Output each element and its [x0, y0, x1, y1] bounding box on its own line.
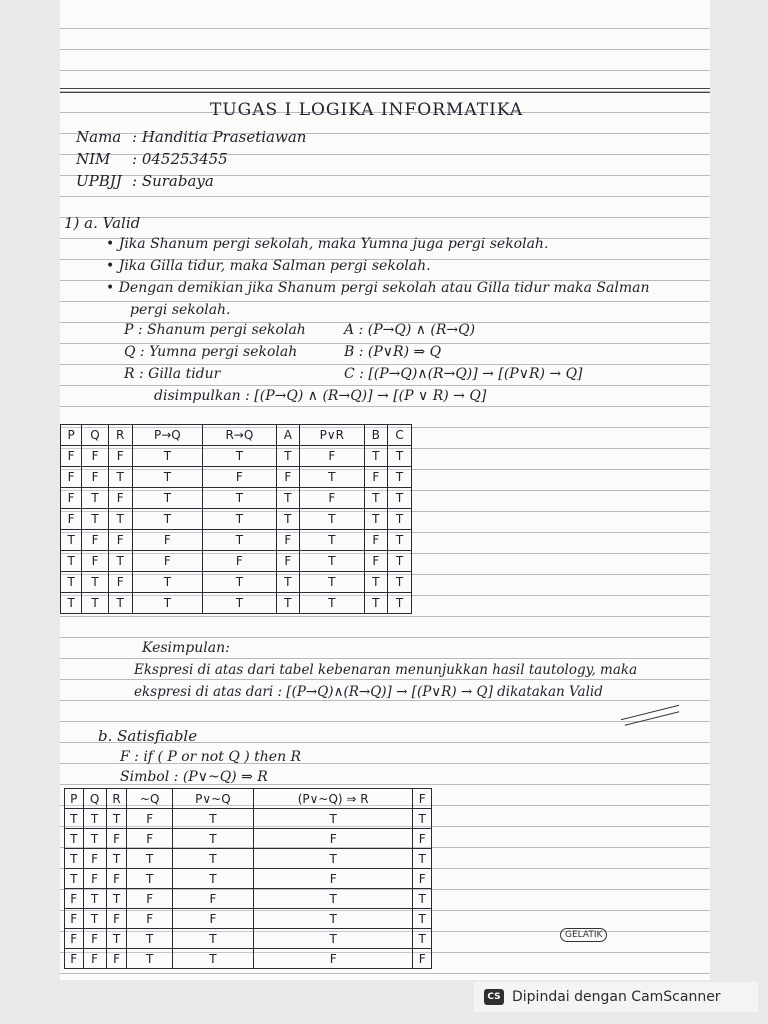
table-cell: T — [132, 488, 203, 509]
camscanner-logo-icon: CS — [484, 989, 504, 1005]
camscanner-watermark — [474, 982, 758, 1012]
table-cell: T — [388, 572, 412, 593]
nim-label: NIM — [76, 150, 111, 168]
table-cell: F — [82, 446, 109, 467]
table-cell: T — [83, 809, 106, 829]
table-cell: F — [300, 488, 365, 509]
table-cell: F — [106, 829, 127, 849]
table-cell: T — [132, 446, 203, 467]
table-cell: T — [106, 889, 127, 909]
table-cell: F — [82, 551, 109, 572]
definition-q: Q : Yumna pergi sekolah — [124, 344, 298, 360]
table-cell: F — [61, 446, 82, 467]
table-cell: T — [108, 509, 132, 530]
table-cell: F — [61, 467, 82, 488]
table-row — [61, 467, 412, 488]
table-cell: F — [276, 530, 299, 551]
table-cell: T — [106, 929, 127, 949]
definition-p: P : Shanum pergi sekolah — [124, 322, 306, 338]
table-cell: T — [203, 509, 276, 530]
expression-b: B : (P∨R) ⇒ Q — [344, 344, 442, 360]
column-header: Q — [83, 789, 106, 809]
camscanner-text: Dipindai dengan CamScanner — [512, 989, 721, 1005]
table-cell: T — [364, 446, 387, 467]
table-row — [65, 869, 432, 889]
column-header: B — [364, 425, 387, 446]
table-cell: T — [65, 829, 84, 849]
table-cell: T — [61, 593, 82, 614]
table-cell: F — [253, 869, 413, 889]
table-cell: T — [253, 849, 413, 869]
premise-3: • Dengan demikian jika Shanum pergi sekolah atau Gilla tidur maka Salman — [106, 280, 650, 296]
premise-2: • Jika Gilla tidur, maka Salman pergi sekolah. — [106, 258, 431, 274]
table-cell: F — [127, 809, 172, 829]
table-cell: T — [172, 869, 253, 889]
table-cell: T — [413, 809, 432, 829]
table-cell: T — [413, 909, 432, 929]
table-cell: T — [253, 909, 413, 929]
column-header: P — [61, 425, 82, 446]
table-cell: T — [65, 869, 84, 889]
table-cell: T — [413, 929, 432, 949]
column-header: P — [65, 789, 84, 809]
table-row — [65, 949, 432, 969]
truth-table-valid — [60, 424, 412, 614]
column-header: P∨R — [300, 425, 365, 446]
nama-label: Nama — [76, 128, 122, 146]
table-cell: T — [253, 889, 413, 909]
kesimpulan-text-2: ekspresi di atas dari : [(P→Q)∧(R→Q)] → [(P∨R) → Q] dikatakan Valid — [134, 684, 603, 700]
nama-value: : Handitia Prasetiawan — [132, 128, 307, 146]
premise-1: • Jika Shanum pergi sekolah, maka Yumna juga pergi sekolah. — [106, 236, 549, 252]
table-cell: F — [108, 488, 132, 509]
table-cell: T — [388, 467, 412, 488]
column-header: R — [108, 425, 132, 446]
upbjj-value: : Surabaya — [132, 172, 214, 190]
table-cell: F — [108, 530, 132, 551]
table-cell: T — [132, 467, 203, 488]
table-cell: F — [106, 909, 127, 929]
table-cell: T — [276, 446, 299, 467]
table-row — [65, 849, 432, 869]
table-cell: T — [300, 572, 365, 593]
table-cell: T — [276, 572, 299, 593]
table-cell: T — [127, 949, 172, 969]
table-cell: T — [106, 849, 127, 869]
part-b-heading: b. Satisfiable — [98, 727, 198, 745]
table-cell: T — [65, 809, 84, 829]
table-cell: F — [413, 829, 432, 849]
table-cell: T — [127, 849, 172, 869]
table-cell: T — [82, 593, 109, 614]
table-cell: T — [61, 530, 82, 551]
table-cell: T — [172, 929, 253, 949]
table-cell: T — [364, 572, 387, 593]
table-cell: F — [127, 909, 172, 929]
table-cell: T — [172, 949, 253, 969]
table-row — [61, 572, 412, 593]
table-cell: F — [127, 829, 172, 849]
table-cell: T — [127, 929, 172, 949]
table-cell: F — [65, 909, 84, 929]
table-row — [65, 909, 432, 929]
column-header: C — [388, 425, 412, 446]
symbol-line: Simbol : (P∨~Q) ⇒ R — [120, 769, 268, 785]
table-cell: T — [203, 530, 276, 551]
table-cell: F — [413, 949, 432, 969]
table-cell: T — [172, 829, 253, 849]
table-cell: T — [253, 929, 413, 949]
table-cell: T — [132, 509, 203, 530]
table-cell: T — [276, 488, 299, 509]
table-cell: T — [61, 551, 82, 572]
table-cell: T — [82, 509, 109, 530]
table-cell: F — [253, 949, 413, 969]
truth-table-satisfiable — [64, 788, 432, 969]
column-header: R — [106, 789, 127, 809]
table-cell: F — [413, 869, 432, 889]
table-cell: T — [300, 593, 365, 614]
table-cell: F — [83, 869, 106, 889]
table-row — [61, 551, 412, 572]
table-row — [61, 593, 412, 614]
table-cell: F — [132, 530, 203, 551]
part-a-heading: 1) a. Valid — [64, 214, 141, 232]
table-cell: F — [82, 530, 109, 551]
table-cell: T — [388, 551, 412, 572]
table-cell: T — [388, 593, 412, 614]
table-cell: T — [82, 488, 109, 509]
table-cell: T — [413, 889, 432, 909]
table-cell: F — [82, 467, 109, 488]
table-cell: F — [364, 551, 387, 572]
kesimpulan-text-1: Ekspresi di atas dari tabel kebenaran menunjukkan hasil tautology, maka — [134, 662, 638, 678]
table-cell: T — [106, 809, 127, 829]
table-cell: T — [108, 467, 132, 488]
table-cell: F — [172, 889, 253, 909]
table-cell: F — [253, 829, 413, 849]
table-cell: T — [108, 593, 132, 614]
nim-value: : 045253455 — [132, 150, 228, 168]
table-cell: F — [203, 551, 276, 572]
table-cell: F — [203, 467, 276, 488]
table-cell: F — [108, 446, 132, 467]
gelatik-stamp: GELATIK — [560, 928, 607, 942]
table-cell: F — [300, 446, 365, 467]
table-cell: F — [276, 551, 299, 572]
page-title: TUGAS I LOGIKA INFORMATIKA — [210, 100, 524, 120]
column-header: ~Q — [127, 789, 172, 809]
table-cell: T — [388, 530, 412, 551]
column-header: P→Q — [132, 425, 203, 446]
truth-table-header-row — [65, 789, 432, 809]
table-cell: T — [203, 572, 276, 593]
column-header: (P∨~Q) ⇒ R — [253, 789, 413, 809]
table-cell: T — [203, 446, 276, 467]
table-cell: T — [203, 488, 276, 509]
table-cell: T — [65, 849, 84, 869]
table-cell: T — [300, 530, 365, 551]
table-cell: T — [364, 488, 387, 509]
table-row — [61, 530, 412, 551]
table-cell: T — [82, 572, 109, 593]
table-cell: T — [388, 446, 412, 467]
table-cell: F — [106, 949, 127, 969]
table-cell: F — [132, 551, 203, 572]
table-cell: T — [276, 593, 299, 614]
table-cell: F — [65, 949, 84, 969]
table-cell: F — [61, 509, 82, 530]
column-header: P∨~Q — [172, 789, 253, 809]
conclusion-expression: disimpulkan : [(P→Q) ∧ (R→Q)] → [(P ∨ R) → Q] — [154, 388, 487, 404]
table-cell: T — [132, 593, 203, 614]
table-cell: T — [61, 572, 82, 593]
table-cell: T — [413, 849, 432, 869]
column-header: Q — [82, 425, 109, 446]
table-cell: T — [83, 889, 106, 909]
table-row — [61, 446, 412, 467]
table-row — [65, 809, 432, 829]
table-cell: F — [127, 889, 172, 909]
table-cell: T — [127, 869, 172, 889]
table-cell: T — [300, 467, 365, 488]
table-row — [65, 929, 432, 949]
expression-a: A : (P→Q) ∧ (R→Q) — [344, 322, 476, 338]
table-cell: F — [83, 929, 106, 949]
column-header: F — [413, 789, 432, 809]
table-cell: T — [300, 551, 365, 572]
table-row — [61, 488, 412, 509]
table-cell: F — [61, 488, 82, 509]
table-cell: F — [108, 572, 132, 593]
table-cell: T — [83, 829, 106, 849]
table-cell: F — [65, 929, 84, 949]
table-cell: T — [203, 593, 276, 614]
table-cell: T — [388, 488, 412, 509]
table-cell: T — [83, 909, 106, 929]
table-cell: T — [132, 572, 203, 593]
table-cell: F — [65, 889, 84, 909]
table-cell: F — [364, 467, 387, 488]
table-cell: T — [300, 509, 365, 530]
table-cell: F — [364, 530, 387, 551]
column-header: R→Q — [203, 425, 276, 446]
upbjj-label: UPBJJ — [76, 172, 122, 190]
table-cell: T — [364, 509, 387, 530]
table-cell: F — [172, 909, 253, 929]
truth-table-header-row — [61, 425, 412, 446]
kesimpulan-heading: Kesimpulan: — [142, 640, 230, 656]
table-cell: T — [172, 809, 253, 829]
column-header: A — [276, 425, 299, 446]
table-cell: F — [276, 467, 299, 488]
table-cell: F — [106, 869, 127, 889]
table-cell: T — [108, 551, 132, 572]
table-cell: T — [388, 509, 412, 530]
table-cell: T — [364, 593, 387, 614]
table-cell: T — [253, 809, 413, 829]
table-cell: T — [172, 849, 253, 869]
statement-f: F : if ( P or not Q ) then R — [120, 749, 302, 765]
premise-3-cont: pergi sekolah. — [130, 302, 231, 318]
definition-r: R : Gilla tidur — [124, 366, 221, 382]
table-cell: F — [83, 949, 106, 969]
table-row — [61, 509, 412, 530]
table-row — [65, 829, 432, 849]
expression-c: C : [(P→Q)∧(R→Q)] → [(P∨R) → Q] — [344, 366, 583, 382]
table-row — [65, 889, 432, 909]
table-cell: T — [276, 509, 299, 530]
table-cell: F — [83, 849, 106, 869]
